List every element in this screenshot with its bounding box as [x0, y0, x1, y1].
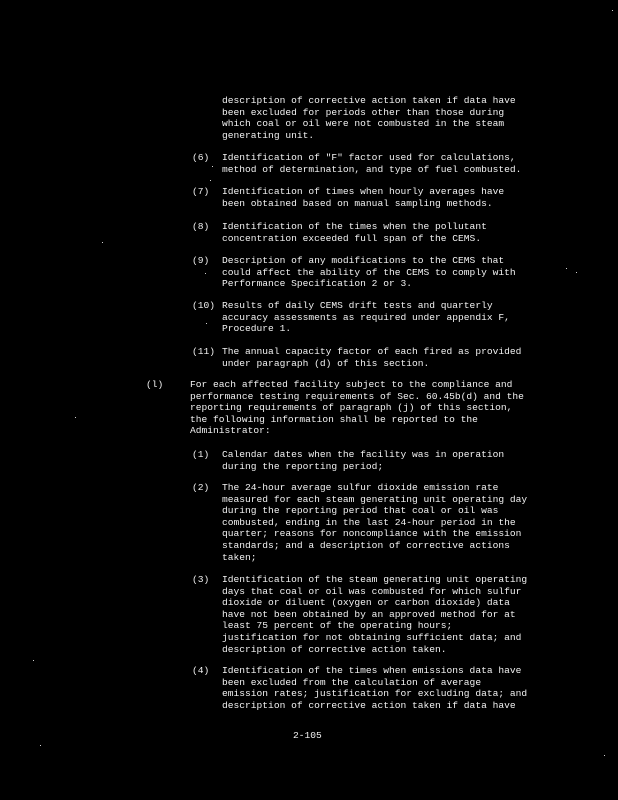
- scan-speck: [33, 660, 34, 661]
- item-number: (10): [192, 300, 216, 311]
- item-text: The 24-hour average sulfur dioxide emission rate measured for each steam generating unit operating day during the reporting period that coal or oil was combusted, ending in the last 24-hour period in the quarter; reasons for noncompliance with the emission standards; and a description of corrective actions taken;: [222, 482, 528, 563]
- scan-speck: [566, 268, 567, 269]
- paragraph-label: (l): [146, 379, 164, 390]
- item-text: Identification of times when hourly averages have been obtained based on manual sampling methods.: [222, 186, 505, 209]
- item-number: (3): [192, 574, 210, 585]
- item-text: Calendar dates when the facility was in operation during the reporting period;: [222, 449, 505, 472]
- item-number: (11): [192, 346, 216, 357]
- item-text: The annual capacity factor of each fired as provided under paragraph (d) of this section.: [222, 346, 522, 369]
- scan-speck: [102, 242, 103, 243]
- item-text: Identification of the steam generating unit operating days that coal or oil was combusted for which sulfur dioxide or diluent (oxygen or carbon dioxide) data have not been obtained by an approved method for at least 75 percent of the operating hours; justification for not obtaining sufficient data; and description of corrective action taken.: [222, 574, 528, 655]
- scan-speck: [576, 272, 577, 273]
- scan-speck: [75, 417, 76, 418]
- scan-speck: [205, 273, 206, 274]
- item-text: Identification of the times when the pollutant concentration exceeded full span of the CEMS.: [222, 221, 487, 244]
- scan-speck: [40, 745, 41, 746]
- item-number: (8): [192, 221, 210, 232]
- item-number: (6): [192, 152, 210, 163]
- intro-continuation-text: description of corrective action taken if data have been excluded for periods other than those during which coal or oil were not combusted in the steam generating unit.: [222, 95, 516, 141]
- item-text: Description of any modifications to the CEMS that could affect the ability of the CEMS to comply with Performance Specification 2 or 3.: [222, 255, 516, 290]
- page-number: 2-105: [293, 730, 322, 741]
- scan-speck: [612, 10, 613, 11]
- item-number: (7): [192, 186, 210, 197]
- item-number: (2): [192, 482, 210, 493]
- scan-speck: [206, 323, 207, 324]
- item-text: Identification of "F" factor used for calculations, method of determination, and type of fuel combusted.: [222, 152, 522, 175]
- item-number: (9): [192, 255, 210, 266]
- item-text: Identification of the times when emissions data have been excluded from the calculation of average emission rates; justification for excluding data; and description of corrective action taken if data have: [222, 665, 528, 711]
- scan-speck: [604, 755, 605, 756]
- item-text: Results of daily CEMS drift tests and quarterly accuracy assessments as required under appendix F, Procedure 1.: [222, 300, 510, 335]
- paragraph-text: For each affected facility subject to the compliance and performance testing requirements of Sec. 60.45b(d) and the reporting requirements of paragraph (j) of this section, the following information shall be reported to the Administrator:: [190, 379, 524, 437]
- scan-speck: [212, 166, 213, 167]
- scan-speck: [210, 180, 211, 181]
- item-number: (4): [192, 665, 210, 676]
- item-number: (1): [192, 449, 210, 460]
